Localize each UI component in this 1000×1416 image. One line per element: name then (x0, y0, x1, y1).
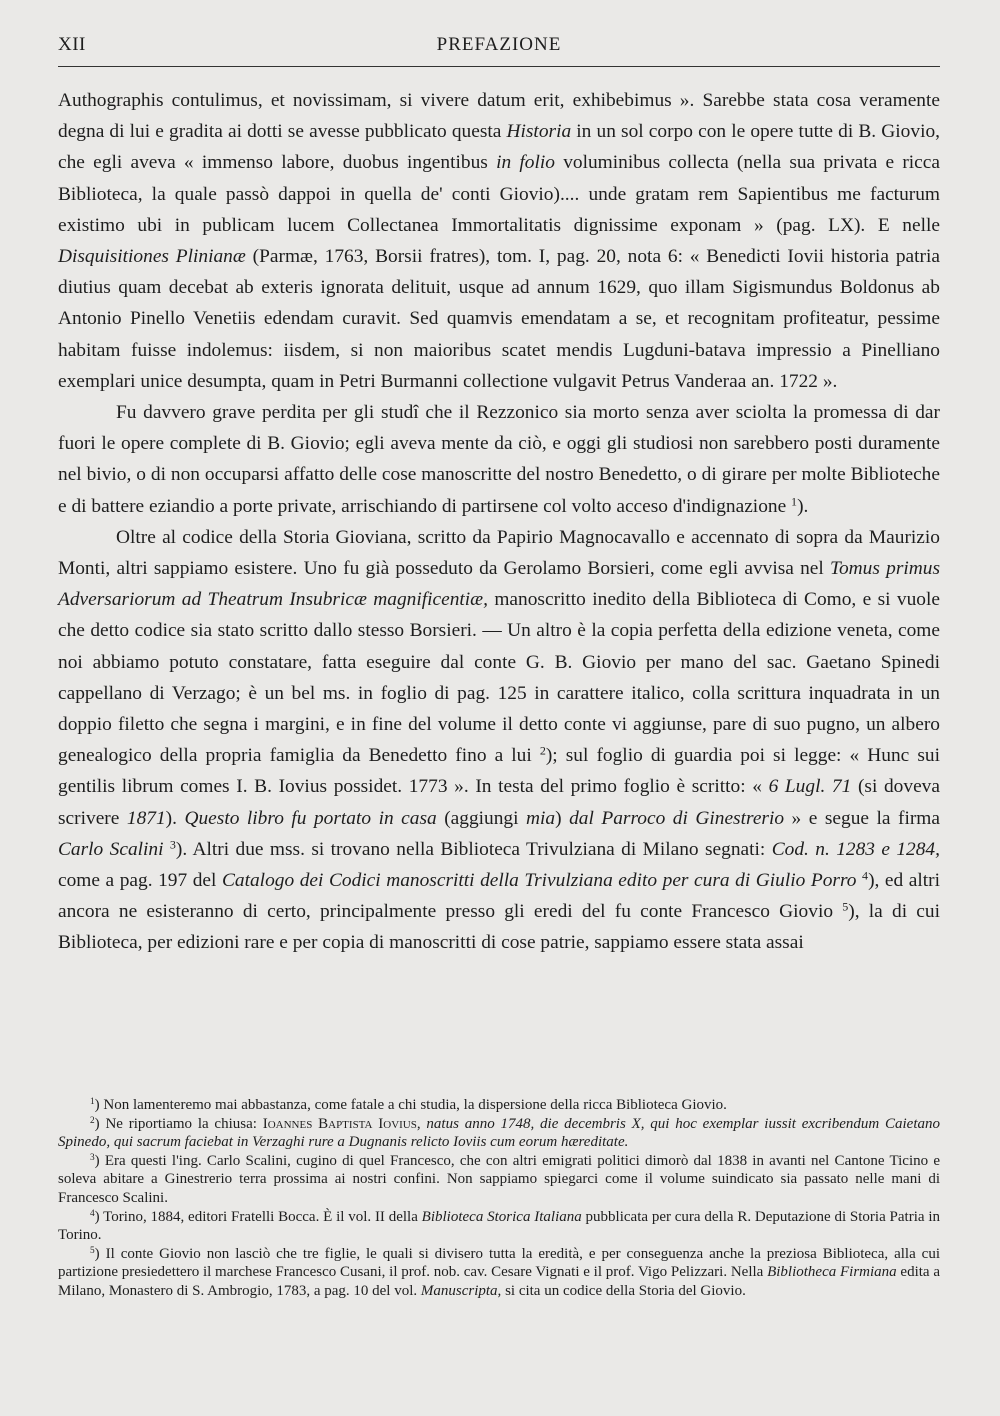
italic-run: Catalogo dei Codici manoscritti della Trivulziana edito per cura di Giulio Porro (221, 870, 857, 892)
text-run: come a pag. 197 del (58, 870, 222, 892)
footnote-marker: 3 (90, 1152, 95, 1163)
italic-run: Manuscripta, (420, 1282, 502, 1299)
text-run: in un sol corpo con le opere tutte di B. Giovio, che egli aveva « immenso labore, duobus ingentibus (58, 121, 941, 174)
text-run: pubblicata per cura della R. Deputazione di Storia Patria in Torino. (58, 1208, 941, 1244)
text-run: ), ed altri ancora ne esisteranno di certo, principalmente presso gli eredi del fu conte Francesco Giovio (58, 870, 940, 923)
running-header (58, 34, 940, 64)
italic-run: Cod. n. 1283 e 1284, (771, 838, 940, 860)
text-run: ) Ne riportiamo la chiusa: (94, 1115, 263, 1132)
footnote-5 (58, 1245, 940, 1301)
footnote-2 (58, 1115, 940, 1152)
footnote-ref: 4 (862, 868, 869, 883)
text-run: voluminibus collecta (nella sua privata e ricca Biblioteca, la quale passò dappoi in quella de' conti Giovio).... unde gratam rem Sapientibus me facturum existimo ubi in publicam lucem Collectanea Immortalitatis dignissime exponam » (pag. LX). E nelle (58, 152, 941, 236)
italic-run: dal Parroco di Ginestrerio (569, 807, 785, 829)
header-rule (58, 66, 940, 67)
text-run: ), la di cui Biblioteca, per edizioni rare e per copia di manoscritti di cose patrie, sappiamo essere stata assai (58, 901, 940, 954)
italic-run: Carlo Scalini (58, 838, 164, 860)
text-run: ); sul foglio di guardia poi si legge: « Hunc sui gentilis librum comes I. B. Iovius possidet. 1773 ». In testa del primo foglio è scritto: « (58, 745, 940, 798)
footnote-marker: 4 (90, 1208, 95, 1219)
text-run: Authographis contulimus, et novissimam, si vivere datum erit, exhibebimus ». Sarebbe stata cosa veramente degna di lui e gradita ai dotti se avesse pubblicato questa (58, 90, 940, 143)
footnote-3 (58, 1152, 940, 1208)
paragraph-2 (58, 397, 940, 522)
text-run: edita a Milano, Monastero di S. Ambrogio, 1783, a pag. 10 del vol. (58, 1264, 940, 1299)
italic-run: mia (526, 807, 556, 829)
italic-run: natus anno 1748, die decembris X, qui hoc exemplar iussit excribendum Caietano Spinedo, qui sacrum faciebat in Verzaghi rure a Dugnanis relicto Ioviis cum eorum hæreditate. (58, 1115, 940, 1151)
page-number: XII (58, 34, 86, 55)
italic-run: Historia (506, 121, 572, 143)
text-run: Oltre al codice della Storia Gioviana, scritto da Papirio Magnocavallo e accennato di sopra da Maurizio Monti, altri sappiamo esistere. Uno fu già posseduto da Gerolamo Borsieri, come egli avvisa nel (58, 526, 940, 580)
text-run: (Parmæ, 1763, Borsii fratres), tom. I, pag. 20, nota 6: « Benedicti Iovii historia patria diutius quam decebat ab exteris ignorata delituit, usque ad annum 1629, quo illam Sigismundus Boldonus ab Antonio Pinello Venetiis edendam curavit. Sed quamvis emendatam a se, et recognitam profiteatur, pessime habitam fuisse indolemus: iisdem, si non maioribus scatet mendis Lugduni-batava impressio a Pinelliano exemplari unice desumpta, quam in Petri Burmanni collectione vulgavit Petrus Vanderaa an. 1722 ». (58, 246, 940, 392)
footnote-4 (58, 1208, 940, 1245)
italic-run: 6 Lugl. 71 (768, 776, 852, 798)
running-title: PREFAZIONE (436, 34, 562, 55)
text-run: ) Era questi l'ing. Carlo Scalini, cugino di quel Francesco, che con altri emigrati politici dimorò dal 1838 in avanti nel Cantone Ticino e soleva abitare a Ginestrerio terra prossima ai nostri confini. Non sappiamo spiegarci come il volume suindicato sia passato nelle mani di Francesco Scalini. (58, 1152, 940, 1206)
text-run: si cita un codice della Storia del Giovio. (501, 1282, 746, 1299)
text-run: ) (555, 807, 570, 829)
text-run: (si doveva scrivere (58, 776, 940, 829)
text-run: Fu davvero grave perdita per gli studî che il Rezzonico sia morto senza aver sciolta la promessa di dar fuori le opere complete di B. Giovio; egli aveva mente da ciò, e oggi gli studiosi non sarebbero posti duramente nel bivio, o di non occuparsi affatto delle cose manoscritte del nostro Benedetto, o di girare per molte Biblioteche e di battere eziandio a porte private, arrischiando di partirsene col volto acceso d'indignazione (58, 402, 940, 517)
italic-run: Tomus primus Adversariorum ad Theatrum Insubricæ magnificentiæ, (58, 558, 940, 611)
text-run: (aggiungi (436, 807, 527, 829)
footnotes (58, 1096, 940, 1301)
footnote-marker: 5 (90, 1245, 95, 1256)
small-caps-run: Ioannes Baptista Iovius, (262, 1115, 421, 1132)
footnote-1 (58, 1096, 940, 1115)
footnote-ref: 1 (791, 494, 798, 509)
text-run: ). (165, 807, 185, 829)
text-run: manoscritto inedito della Biblioteca di Como, e si vuole che detto codice sia stato scritto dallo stesso Borsieri. — Un altro è la copia perfetta della edizione veneta, come noi abbiamo potuto constatare, fatta eseguire dal conte G. B. Giovio per mano del sac. Gaetano Spinedi cappellano di Verzago; è un bel ms. in foglio di pag. 125 in carattere italico, colla scrittura inquadrata in un doppio filetto che segna i margini, e in fine del volume il detto conte vi aggiunse, pare di suo pugno, un albero genealogico della propria famiglia da Benedetto fino a lui (58, 589, 940, 767)
footnote-marker: 1 (90, 1096, 95, 1107)
italic-run: Disquisitiones Plinianæ (58, 246, 246, 268)
italic-run: Questo libro fu portato in casa (184, 807, 437, 829)
text-run: ). (797, 495, 809, 517)
text-run: ) Il conte Giovio non lasciò che tre figlie, le quali si divisero tutta la eredità, e per conseguenza anche la preziosa Biblioteca, alla cui partizione presiedettero il marchese Francesco Cusani, il prof. nob. cav. Cesare Vignati e il prof. Vigo Pelizzari. Nella (58, 1245, 940, 1281)
footnote-ref: 5 (842, 899, 849, 914)
italic-run: in folio (496, 152, 555, 174)
footnote-ref: 2 (539, 743, 546, 758)
footnote-ref: 3 (169, 837, 176, 852)
text-run: ). Altri due mss. si trovano nella Biblioteca Trivulziana di Milano segnati: (175, 838, 772, 860)
paragraph-1 (58, 85, 940, 397)
italic-run: Bibliotheca Firmiana (767, 1264, 897, 1281)
text-run: ) Torino, 1884, editori Fratelli Bocca. È il vol. II della (94, 1208, 422, 1225)
text-run: » e segue la firma (784, 807, 940, 829)
italic-run: 1871 (126, 807, 166, 829)
paragraph-3 (58, 522, 940, 959)
italic-run: Biblioteca Storica Italiana (421, 1208, 582, 1225)
body-text (58, 85, 940, 959)
text-run: ) Non lamenteremo mai abbastanza, come fatale a chi studia, la dispersione della ricca Biblioteca Giovio. (94, 1097, 727, 1113)
footnote-marker: 2 (90, 1115, 95, 1126)
